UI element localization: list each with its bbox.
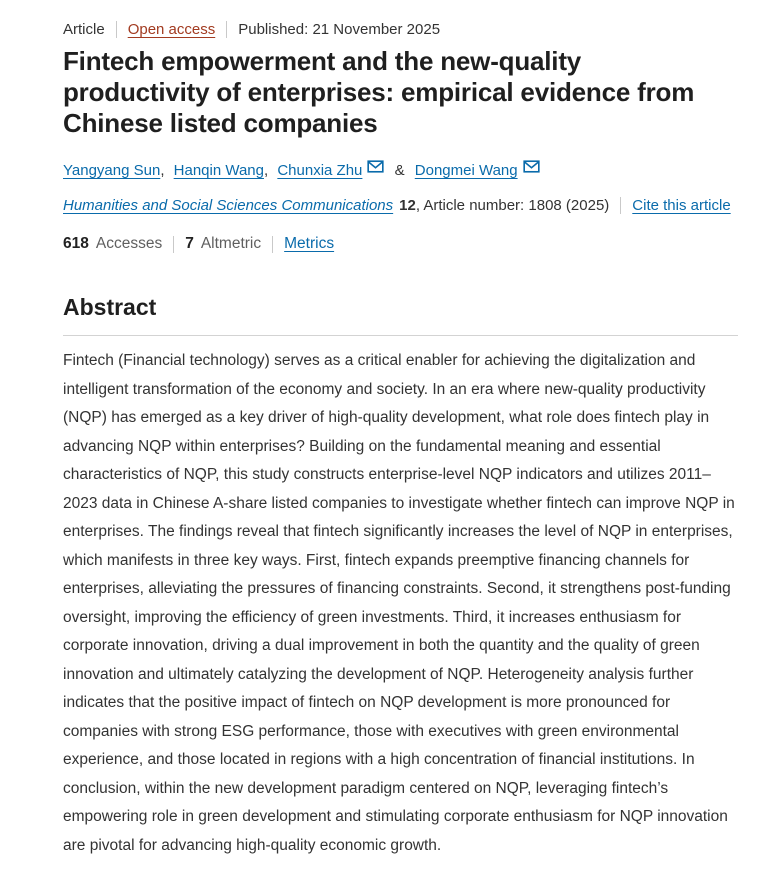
meta-separator bbox=[116, 21, 117, 38]
author-ampersand: & bbox=[394, 162, 405, 179]
article-number-text: , Article number: 1808 (2025) bbox=[415, 197, 610, 214]
email-icon[interactable] bbox=[523, 160, 540, 177]
author-separator: , bbox=[264, 162, 269, 179]
metrics-separator bbox=[173, 236, 174, 253]
article-header bbox=[63, 0, 753, 860]
altmetric-count: 7 bbox=[185, 235, 194, 252]
journal-separator bbox=[620, 197, 621, 214]
metrics-separator bbox=[272, 236, 273, 253]
author-list bbox=[63, 160, 753, 179]
accesses-count: 618 bbox=[63, 235, 89, 252]
author-link-yangyang-sun[interactable]: Yangyang Sun bbox=[63, 162, 161, 179]
author-separator: , bbox=[160, 162, 165, 179]
author-link-hanqin-wang[interactable]: Hanqin Wang bbox=[173, 162, 264, 179]
abstract-heading: Abstract bbox=[63, 294, 157, 320]
open-access-link[interactable]: Open access bbox=[127, 21, 216, 38]
meta-separator bbox=[226, 21, 227, 38]
article-meta-line bbox=[63, 21, 753, 38]
author-link-dongmei-wang[interactable]: Dongmei Wang bbox=[414, 162, 518, 179]
abstract-text: Fintech (Financial technology) serves as a critical enabler for achieving the digitalization and intelligent transformation of the economy and society. In an era where new-quality productivity (NQP) has emerged as a key driver of high-quality development, what role does fintech play in advancing NQP within enterprises? Building on the fundamental meaning and essential characteristics of NQP, this study constructs enterprise-level NQP indicators and utilizes 2011–2023 data in Chinese A-share listed companies to investigate whether fintech can improve NQP in enterprises. The findings reveal that fintech significantly increases the level of NQP in enterprises, which manifests in three key ways. First, fintech expands preemptive financing channels for enterprises, alleviating the pressures of financing constraints. Second, it strengthens post-funding oversight, improving the efficiency of green investments. Third, it increases enthusiasm for corporate innovation, driving a dual improvement in both the quantity and the quality of green innovation and ultimately catalyzing the development of NQP. Heterogeneity analysis further indicates that the positive impact of fintech on NQP development is more pronounced for companies with strong ESG performance, those with executives with green environmental experience, and those located in regions with a high concentration of financial institutions. In conclusion, within the new development paradigm centered on NQP, leveraging fintech’s empowering role in green development and stimulating corporate enthusiasm for NQP innovation are pivotal for advancing high-quality economic growth. bbox=[63, 352, 735, 854]
accesses-label: Accesses bbox=[95, 235, 163, 252]
article-type-label: Article bbox=[63, 21, 105, 38]
journal-link[interactable]: Humanities and Social Sciences Communications bbox=[63, 197, 394, 214]
published-date-label: Published: 21 November 2025 bbox=[238, 21, 441, 38]
journal-citation-line bbox=[63, 197, 753, 214]
cite-this-article-link[interactable]: Cite this article bbox=[632, 197, 731, 214]
altmetric-label: Altmetric bbox=[200, 235, 262, 252]
article-metrics-line bbox=[63, 235, 753, 253]
abstract-divider bbox=[63, 335, 738, 336]
abstract-section bbox=[63, 294, 753, 860]
article-title: Fintech empowerment and the new-quality productivity of enterprises: empirical evidence from Chinese listed companies bbox=[63, 46, 695, 138]
metrics-link[interactable]: Metrics bbox=[284, 235, 335, 252]
email-icon[interactable] bbox=[367, 160, 384, 177]
journal-volume: 12 bbox=[399, 197, 416, 214]
author-link-chunxia-zhu[interactable]: Chunxia Zhu bbox=[277, 162, 363, 179]
